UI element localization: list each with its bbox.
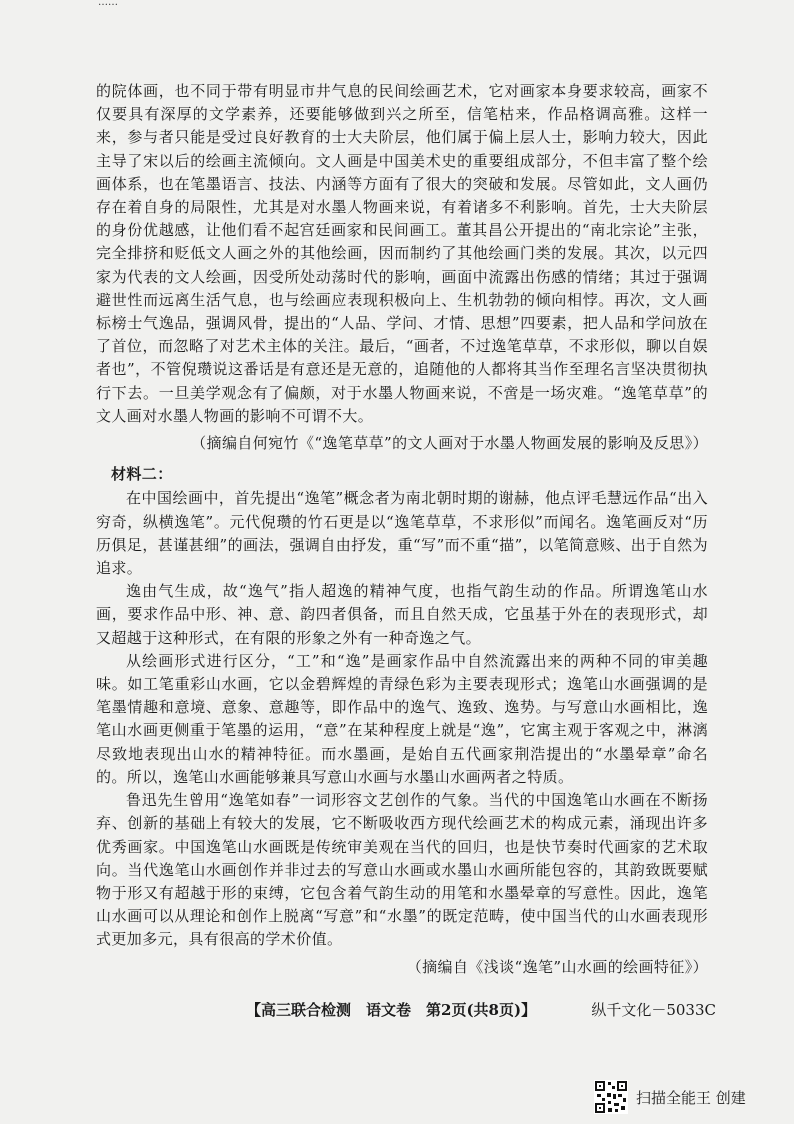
material-two-source: （摘编自《浅谈“逸笔”山水画的绘画特征》）: [406, 957, 708, 976]
scanner-watermark: [594, 1080, 746, 1114]
material-two-paragraph-2: 逸由气生成，故“逸气”指人超逸的精神气度，也指气韵生动的作品。所谓逸笔山水画，要求作品中形、神、意、韵四者俱备，而且自然天成，它虽基于外在的表现形式，却又超越于这种形式，在有限的形象之外有一种奇逸之气。: [96, 582, 708, 647]
scanner-app-label: 扫描全能王 创建: [636, 1088, 746, 1107]
material-one-paragraph: 的院体画，也不同于带有明显市井气息的民间绘画艺术，它对画家本身要求较高，画家不仅要具有深厚的文学素养，还要能够做到兴之所至，信笔枯来，作品格调高雅。这样一来，参与者只能是受过良好教育的士大夫阶层，他们属于偏上层人士，影响力较大，因此主导了宋以后的绘画主流倾向。文人画是中国美术史的重要组成部分，不但丰富了整个绘画体系，也在笔墨语言、技法、内涵等方面有了很大的突破和发展。尽管如此，文人画仍存在着自身的局限性，尤其是对水墨人物画来说，有着诸多不利影响。首先，士大夫阶层的身份优越感，让他们看不起宫廷画家和民间画工。董其昌公开提出的“南北宗论”主张，完全排挤和贬低文人画之外的其他绘画，因而制约了其他绘画门类的发展。其次，以元四家为代表的文人绘画，因受所处动荡时代的影响，画面中流露出伤感的情绪；其过于强调避世性而远离生活气息，也与绘画应表现积极向上、生机勃勃的倾向相悖。再次，文人画标榜士气逸品，强调风骨，提出的“人品、学问、才情、思想”四要素，把人品和学问放在了首位，而忽略了对艺术主体的关注。最后，“画者，不过逸笔草草，不求形似，聊以自娱者也”，不管倪瓒说这番话是有意还是无意的，追随他的人都将其当作至理名言坚决贯彻执行下去。一旦美学观念有了偏颇，对于水墨人物画来说，不啻是一场灾难。“逸笔草草”的文人画对水墨人物画的影响不可谓不大。: [96, 82, 708, 425]
material-two-paragraph-3: 从绘画形式进行区分，“工”和“逸”是画家作品中自然流露出来的两种不同的审美趣味。如工笔重彩山水画，它以金碧辉煌的青绿色彩为主要表现形式；逸笔山水画强调的是笔墨情趣和意境、意象、意趣等，即作品中的逸气、逸致、逸势。与写意山水画相比，逸笔山水画更侧重于笔墨的运用，“意”在某种程度上就是“逸”，它寓主观于客观之中，淋漓尽致地表现出山水的精神特征。而水墨画，是始自五代画家荆浩提出的“水墨晕章”命名的。所以，逸笔山水画能够兼具写意山水画与水墨山水画两者之特质。: [96, 651, 708, 786]
footer-exam-info: 【高三联合检测 语文卷 第2页(共8页)】: [246, 1001, 537, 1019]
material-two-paragraph-1: 在中国绘画中，首先提出“逸笔”概念者为南北朝时期的谢赫，他点评毛慧远作品“出入穷奇，纵横逸笔”。元代倪瓒的竹石更是以“逸笔草草，不求形似”而闻名。逸笔画反对“历历俱足，甚谨甚细”的画法，强调自由抒发，重“写”而不重“描”，以笔简意赅、出于自然为追求。: [96, 489, 708, 578]
material-two-paragraph-4: 鲁迅先生曾用“逸笔如春”一词形容文艺创作的气象。当代的中国逸笔山水画在不断扬弃、创新的基础上有较大的发展，它不断吸收西方现代绘画艺术的构成元素，涌现出许多优秀画家。中国逸笔山水画既是传统审美观在当代的回归，也是快节奏时代画家的艺术取向。当代逸笔山水画创作并非过去的写意山水画或水墨山水画所能包容的，其韵致既要赋物于形又有超越于形的束缚，它包含着气韵生动的用笔和水墨晕章的写意性。因此，逸笔山水画可以从理论和创作上脱离“写意”和“水墨”的既定范畴，使中国当代的山水画表现形式更加多元，具有很高的学术价值。: [96, 791, 708, 949]
page-footer: [246, 1000, 716, 1020]
footer-publisher-code: 纵千文化－5033C: [591, 1001, 716, 1019]
document-body: [96, 80, 708, 987]
material-two-heading: 材料二：: [111, 465, 173, 484]
qr-code-icon: [594, 1080, 628, 1114]
material-one-source: （摘编自何宛竹《“逸笔草草”的文人画对于水墨人物画发展的影响及反思》）: [191, 434, 708, 453]
top-edge-mark: ……: [98, 0, 118, 6]
